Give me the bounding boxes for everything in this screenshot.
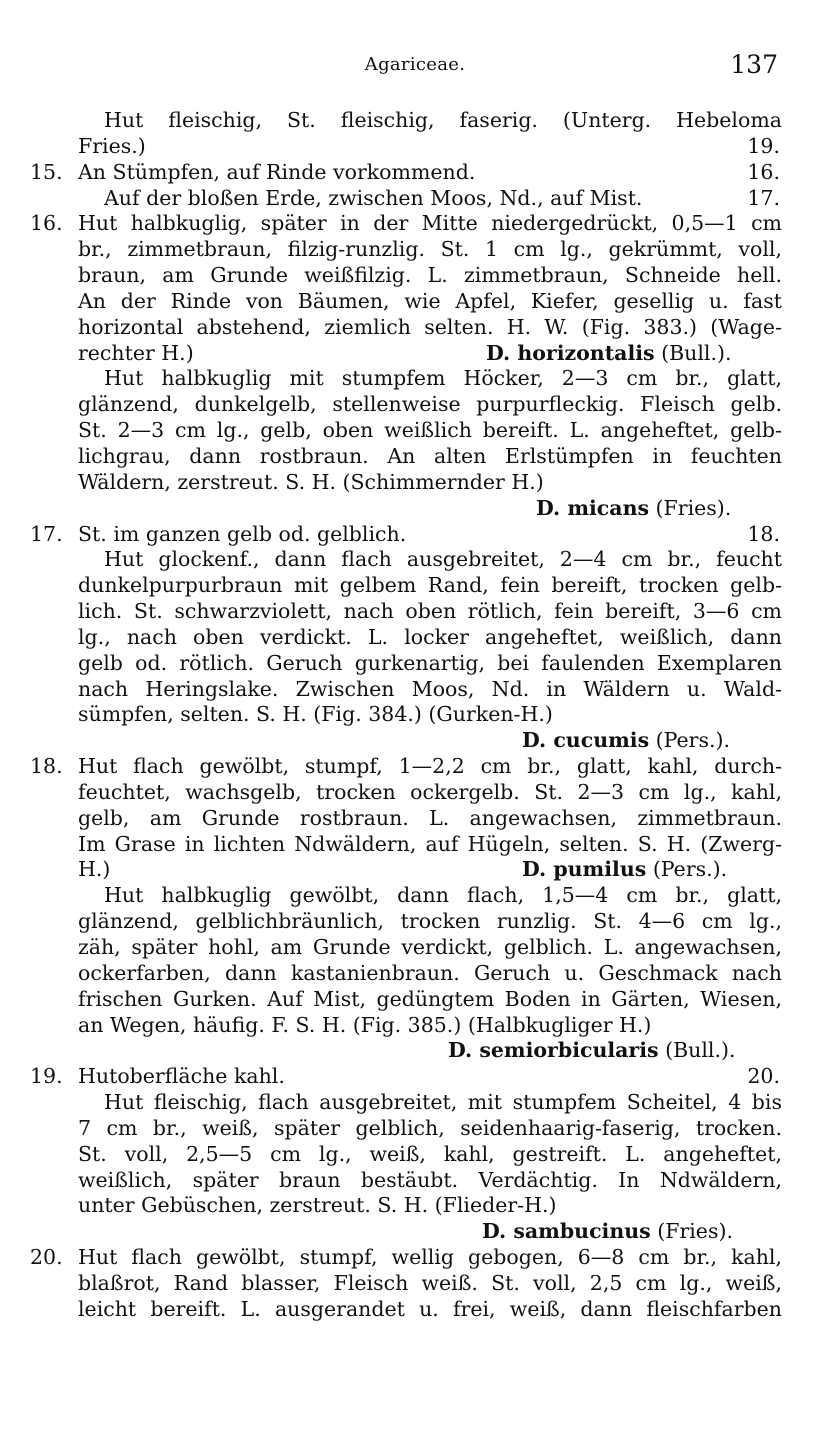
- line-text: An Stümpfen, auf Rinde vorkommend.: [78, 159, 476, 184]
- line-text: Fries.): [78, 133, 146, 158]
- text-line: [0, 780, 830, 806]
- text-line: [0, 289, 830, 315]
- text-line: [0, 1193, 830, 1219]
- line-text: gelb, am Grunde rostbraun. L. angewachsen, zimmetbraun.: [78, 805, 782, 830]
- line-text: St. voll, 2,5—5 cm lg., weiß, kahl, gestreift. L. angeheftet,: [78, 1141, 782, 1166]
- line-text: gelb od. rötlich. Geruch gurkenartig, bei faulenden Exemplaren: [78, 650, 782, 675]
- line-text: Hut halbkuglig mit stumpfem Höcker, 2—3 cm br., glatt,: [104, 366, 782, 391]
- line-text: lich. St. schwarzviolett, nach oben rötlich, fein bereift, 3—6 cm: [78, 599, 782, 624]
- text-line: [0, 496, 830, 522]
- text-line: [0, 392, 830, 418]
- text-line: [0, 237, 830, 263]
- text-line: [0, 366, 830, 392]
- running-title: Agariceae.: [364, 54, 466, 75]
- line-text: frischen Gurken. Auf Mist, gedüngtem Boden in Gärten, Wiesen,: [78, 986, 782, 1011]
- key-number: 18.: [30, 754, 63, 779]
- line-text: H.): [78, 857, 111, 882]
- species-author: (Pers.).: [655, 728, 731, 753]
- line-text: lg., nach oben verdickt. L. locker angeheftet, weißlich, dann: [78, 624, 782, 649]
- line-text: Im Grase in lichten Ndwäldern, auf Hügeln, selten. S. H. (Zwerg-: [78, 831, 782, 856]
- text-line: [0, 1090, 830, 1116]
- species-binomial: D. sambucinus: [482, 1219, 651, 1244]
- page-header: [0, 50, 830, 84]
- text-line: [0, 263, 830, 289]
- line-text: weißlich, später braun bestäubt. Verdächtig. In Ndwäldern,: [78, 1167, 782, 1192]
- line-text: rechter H.): [78, 340, 194, 365]
- key-reference: 17.: [747, 185, 780, 210]
- text-line: [0, 1116, 830, 1142]
- key-number: 16.: [30, 211, 63, 236]
- text-line: [0, 444, 830, 470]
- line-text: Hut halbkuglig gewölbt, dann flach, 1,5—4 cm br., glatt,: [104, 883, 782, 908]
- species-name: [536, 496, 731, 522]
- species-author: (Fries).: [655, 495, 732, 520]
- key-reference: 20.: [747, 1064, 780, 1089]
- line-text: 7 cm br., weiß, später gelblich, seidenhaarig-faserig, trocken.: [78, 1115, 782, 1140]
- species-binomial: D. pumilus: [522, 857, 647, 882]
- text-line: [0, 702, 830, 728]
- line-text: Auf der bloßen Erde, zwischen Moos, Nd., auf Mist.: [104, 185, 643, 210]
- key-reference: 18.: [747, 521, 780, 546]
- key-number: 17.: [30, 521, 63, 546]
- line-text: ockerfarben, dann kastanienbraun. Geruch u. Geschmack nach: [78, 960, 782, 985]
- species-name: [482, 1219, 733, 1245]
- text-line: [0, 418, 830, 444]
- species-name: [522, 857, 727, 883]
- line-text: Hut fleischig, flach ausgebreitet, mit stumpfem Scheitel, 4 bis: [104, 1090, 782, 1115]
- text-line: [0, 728, 830, 754]
- text-line: [0, 857, 830, 883]
- species-binomial: D. horizontalis: [486, 340, 655, 365]
- line-text: zäh, später hohl, am Grunde verdickt, gelblich. L. angewachsen,: [78, 935, 782, 959]
- line-text: glänzend, dunkelgelb, stellenweise purpurfleckig. Fleisch gelb.: [78, 392, 782, 417]
- text-line: [0, 806, 830, 832]
- text-line: [0, 599, 830, 625]
- page-number: 137: [730, 50, 778, 79]
- text-line: [0, 909, 830, 935]
- key-reference: 16.: [747, 159, 780, 184]
- line-text: feuchtet, wachsgelb, trocken ockergelb. St. 2—3 cm lg., kahl,: [78, 779, 782, 804]
- line-text: nach Heringslake. Zwischen Moos, Nd. in Wäldern u. Wald-: [78, 676, 782, 701]
- text-line: [0, 1168, 830, 1194]
- species-name: [486, 341, 732, 367]
- line-text: lichgrau, dann rostbraun. An alten Erlstümpfen in feuchten: [78, 443, 782, 468]
- text-line: [0, 547, 830, 573]
- key-text-body: [0, 108, 830, 1323]
- text-line: [0, 1245, 830, 1271]
- species-binomial: D. micans: [536, 495, 650, 520]
- species-author: (Fries).: [657, 1219, 733, 1244]
- text-line: [0, 1064, 830, 1090]
- text-line: [0, 1219, 830, 1245]
- species-author: (Bull.).: [665, 1038, 736, 1063]
- line-text: St. 2—3 cm lg., gelb, oben weißlich bereift. L. angeheftet, gelb-: [78, 418, 782, 443]
- text-line: [0, 1013, 830, 1039]
- line-text: glänzend, gelblichbräunlich, trocken runzlig. St. 4—6 cm lg.,: [78, 909, 782, 934]
- text-line: [0, 651, 830, 677]
- text-line: [0, 677, 830, 703]
- text-line: [0, 754, 830, 780]
- species-author: (Bull.).: [661, 340, 732, 365]
- line-text: St. im ganzen gelb od. gelblich.: [78, 521, 407, 546]
- text-line: [0, 1142, 830, 1168]
- line-text: horizontal abstehend, ziemlich selten. H. W. (Fig. 383.) (Wage-: [78, 314, 782, 339]
- text-line: [0, 522, 830, 548]
- line-text: blaßrot, Rand blasser, Fleisch weiß. St. voll, 2,5 cm lg., weiß,: [78, 1270, 782, 1295]
- text-line: [0, 160, 830, 186]
- text-line: [0, 573, 830, 599]
- line-text: sümpfen, selten. S. H. (Fig. 384.) (Gurken-H.): [78, 702, 553, 727]
- species-author: (Pers.).: [652, 857, 728, 882]
- text-line: [0, 211, 830, 237]
- text-line: [0, 108, 830, 134]
- text-line: [0, 134, 830, 160]
- text-line: [0, 935, 830, 961]
- text-line: [0, 832, 830, 858]
- key-number: 19.: [30, 1064, 63, 1089]
- line-text: Wäldern, zerstreut. S. H. (Schimmernder H.): [78, 469, 544, 494]
- text-line: [0, 315, 830, 341]
- key-reference: 19.: [747, 133, 780, 158]
- text-line: [0, 470, 830, 496]
- text-line: [0, 186, 830, 212]
- text-line: [0, 341, 830, 367]
- line-text: Hutoberfläche kahl.: [78, 1064, 285, 1089]
- line-text: braun, am Grunde weißfilzig. L. zimmetbraun, Schneide hell.: [78, 263, 782, 288]
- text-line: [0, 625, 830, 651]
- line-text: br., zimmetbraun, filzig-runzlig. St. 1 cm lg., gekrümmt, voll,: [78, 237, 782, 262]
- key-number: 20.: [30, 1245, 63, 1270]
- key-number: 15.: [30, 159, 63, 184]
- species-binomial: D. cucumis: [522, 728, 650, 753]
- species-name: [522, 728, 730, 754]
- species-binomial: D. semiorbicularis: [448, 1038, 659, 1063]
- text-line: [0, 961, 830, 987]
- line-text: Hut glockenf., dann flach ausgebreitet, 2—4 cm br., feucht: [104, 547, 782, 572]
- text-line: [0, 987, 830, 1013]
- species-name: [448, 1038, 736, 1064]
- line-text: An der Rinde von Bäumen, wie Apfel, Kiefer, gesellig u. fast: [78, 288, 782, 313]
- line-text: an Wegen, häufig. F. S. H. (Fig. 385.) (Halbkugliger H.): [78, 1012, 652, 1037]
- line-text: unter Gebüschen, zerstreut. S. H. (Flieder-H.): [78, 1193, 557, 1218]
- line-text: Hut flach gewölbt, stumpf, wellig gebogen, 6—8 cm br., kahl,: [78, 1245, 782, 1270]
- text-line: [0, 883, 830, 909]
- text-line: [0, 1271, 830, 1297]
- line-text: leicht bereift. L. ausgerandet u. frei, weiß, dann fleischfarben: [78, 1296, 782, 1321]
- line-text: Hut fleischig, St. fleischig, faserig. (Unterg. Hebeloma: [104, 108, 782, 132]
- text-line: [0, 1038, 830, 1064]
- line-text: dunkelpurpurbraun mit gelbem Rand, fein bereift, trocken gelb-: [78, 573, 782, 598]
- line-text: Hut halbkuglig, später in der Mitte niedergedrückt, 0,5—1 cm: [78, 211, 782, 236]
- text-line: [0, 1297, 830, 1323]
- line-text: Hut flach gewölbt, stumpf, 1—2,2 cm br., glatt, kahl, durch-: [78, 754, 782, 779]
